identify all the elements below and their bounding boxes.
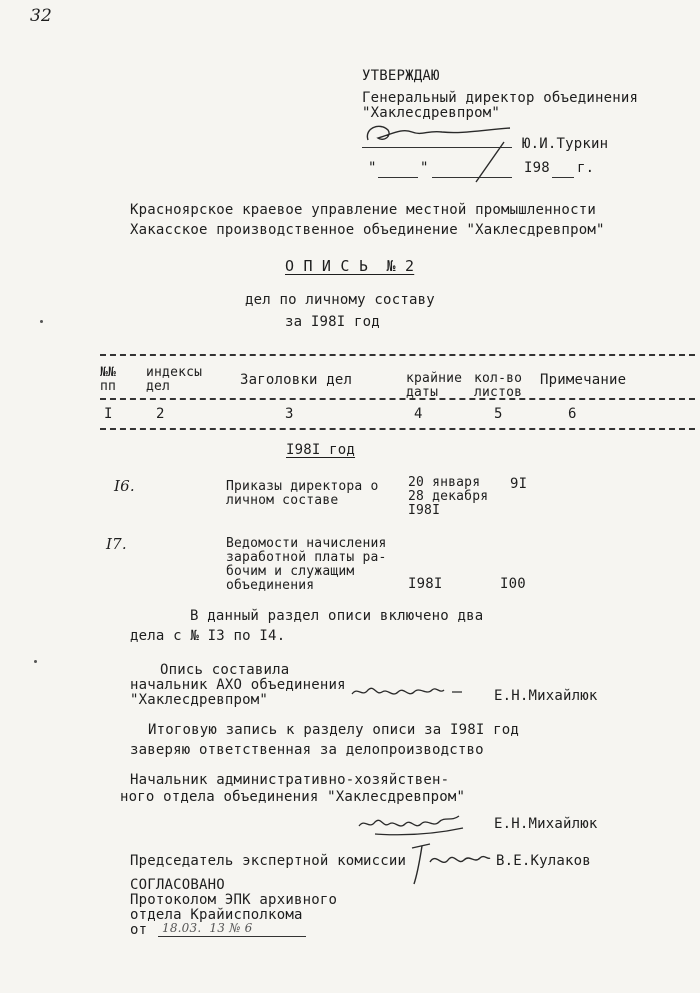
commission-line: Председатель экспертной комиссии: [130, 853, 407, 869]
certification-line1: Итоговую запись к разделу описи за I98I год: [148, 722, 520, 738]
col-num-5: 5: [494, 406, 503, 422]
approval-position-line1: Генеральный директор объединения: [362, 90, 639, 106]
approval-heading: УТВЕРЖДАЮ: [362, 68, 440, 84]
certification-line2: заверяю ответственная за делопроизводство: [130, 742, 484, 758]
agreed-line2: Протоколом ЭПК архивного: [130, 892, 338, 908]
compiler-signature: [348, 676, 468, 706]
header-col-title: Заголовки дел: [240, 372, 353, 388]
agreed-from-prefix: от: [130, 922, 148, 938]
section-year: I98I год: [286, 442, 356, 458]
header-col-dates: крайние даты: [406, 371, 463, 400]
protocol-date-handwritten: 18.03. 13 № 6: [162, 921, 253, 935]
header-col-index: индексы дел: [146, 365, 203, 394]
inventory-subtitle-1: дел по личному составу: [245, 292, 435, 308]
agreed-line3: отдела Крайисполкома: [130, 907, 303, 923]
row1-sheets: 9I: [510, 476, 528, 492]
department-head-line1: Начальник административно-хозяйствен-: [130, 772, 450, 788]
date-year-blank: [552, 177, 574, 178]
header-col-sheets: кол-во листов: [474, 371, 523, 400]
slash-stroke: [470, 140, 510, 185]
table-top-rule: [100, 354, 695, 356]
margin-dot: [34, 660, 37, 663]
compiler-name: Е.Н.Михайлюк: [494, 688, 598, 704]
page-number: 32: [30, 6, 53, 26]
header-col-number: №№ пп: [100, 365, 117, 394]
department-head-line2: ного отдела объединения "Хаклесдревпром": [120, 789, 466, 805]
header-col-notes: Примечание: [540, 372, 627, 388]
margin-dot: [40, 320, 43, 323]
col-num-2: 2: [156, 406, 165, 422]
row2-dates: I98I: [408, 576, 443, 592]
row2-sheets: I00: [500, 576, 526, 592]
date-day-blank: [378, 177, 418, 178]
inventory-title: О П И С Ь № 2: [285, 257, 415, 275]
row2-number: I7.: [106, 535, 127, 553]
col-num-4: 4: [414, 406, 423, 422]
date-year: I98: [524, 160, 550, 176]
commission-name: В.Е.Кулаков: [496, 853, 591, 869]
department-head-name: Е.Н.Михайлюк: [494, 816, 598, 832]
agreed-line1: СОГЛАСОВАНО: [130, 877, 225, 893]
col-num-1: I: [104, 406, 113, 422]
commission-signature: [408, 838, 492, 888]
approver-name: Ю.И.Туркин: [522, 136, 609, 152]
col-num-6: 6: [568, 406, 577, 422]
protocol-date-line: [158, 936, 306, 937]
summary-line1: В данный раздел описи включено два: [190, 608, 484, 624]
date-suffix: г.: [577, 160, 595, 176]
org-line2: Хакасское производственное объединение "Хаклесдревпром": [130, 222, 605, 238]
inventory-subtitle-2: за I98I год: [285, 314, 380, 330]
date-quote-open: ": [368, 160, 377, 176]
row1-number: I6.: [114, 477, 135, 495]
col-num-3: 3: [285, 406, 294, 422]
approval-position-line2: "Хаклесдревпром": [362, 105, 501, 121]
row1-dates: 20 января 28 декабря I98I: [408, 475, 489, 518]
compiled-line3: "Хаклесдревпром": [130, 692, 269, 708]
row1-title: Приказы директора о личном составе: [226, 479, 379, 508]
table-header-rule: [100, 398, 695, 400]
department-head-signature: [355, 806, 475, 838]
org-line1: Красноярское краевое управление местной промышленности: [130, 202, 596, 218]
date-quote-close: ": [420, 160, 429, 176]
compiled-line2: начальник АХО объединения: [130, 677, 346, 693]
summary-line2: дела с № I3 по I4.: [130, 628, 286, 644]
compiled-line1: Опись составила: [160, 662, 290, 678]
row2-title: Ведомости начисления заработной платы ра- бочим и служащим объединения: [226, 536, 387, 593]
table-numbers-rule: [100, 428, 695, 430]
